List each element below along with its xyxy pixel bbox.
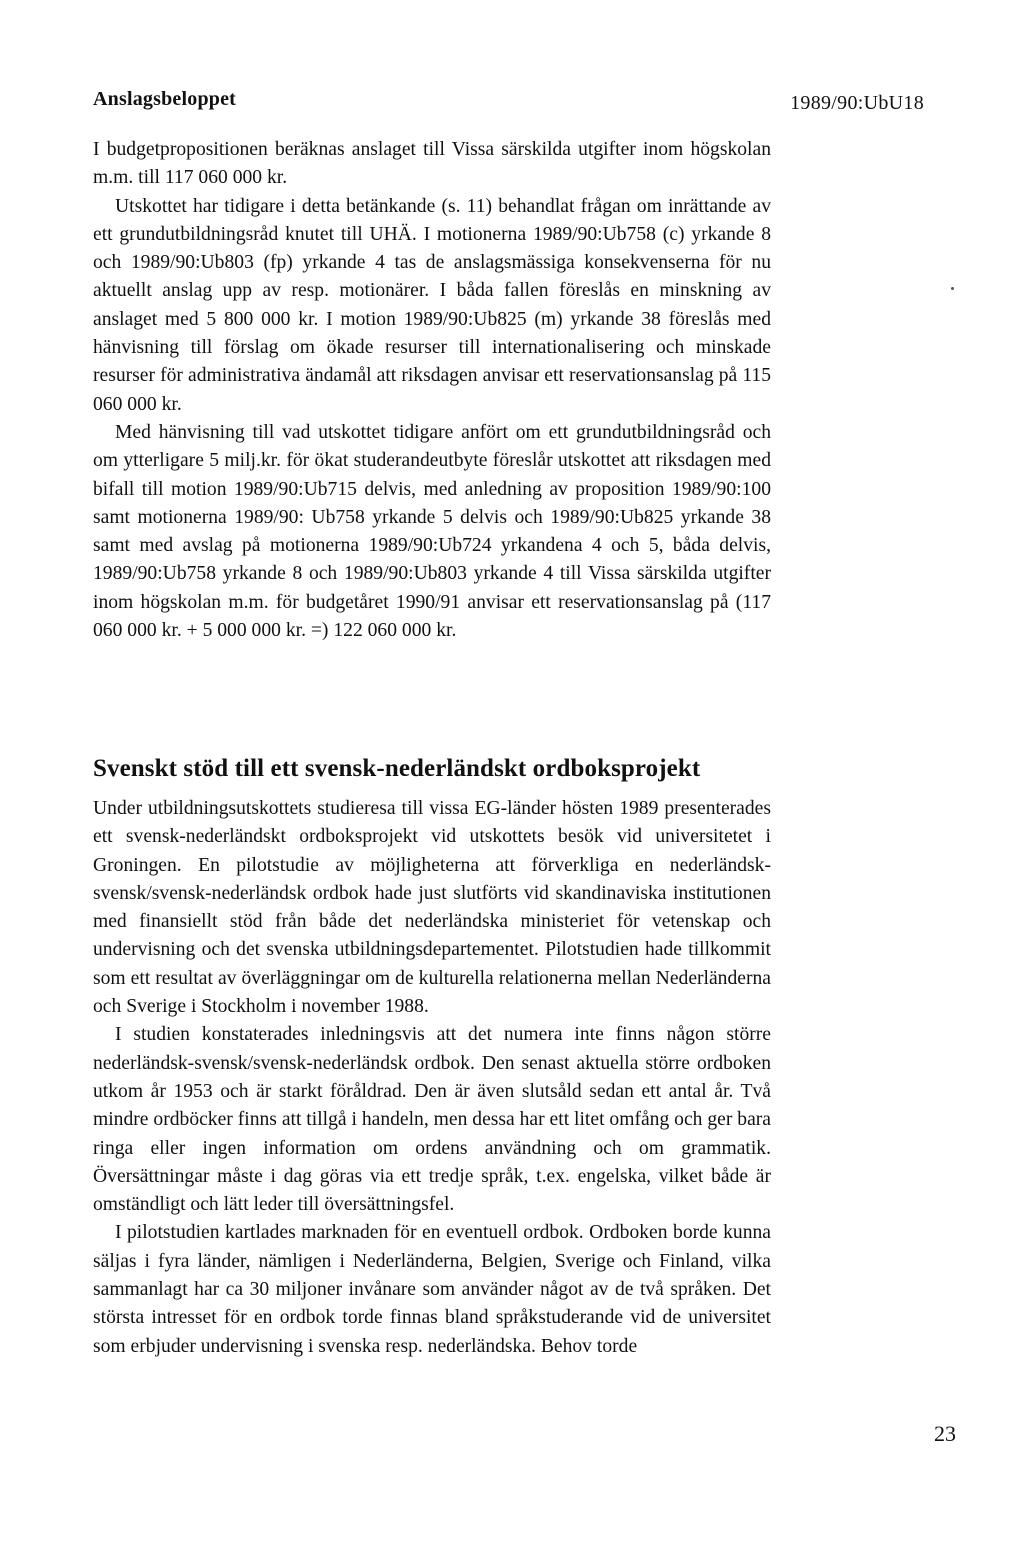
paragraph: I pilotstudien kartlades marknaden för en eventuell ordbok. Ordboken borde kunna säljas i fyra länder, nämligen i Nederländerna, Belgien, Sverige och Finland, vilka sammanlagt har ca 30 miljoner invånare som använder något av de två språken. Det största intresset för en ordbok torde finnas bland språkstuderande vid de universitet som erbjuder undervisning i svenska resp. nederländska. Behov torde <box>93 1222 771 1357</box>
page-number: 23 <box>934 1421 956 1446</box>
document-id: 1989/90:UbU18 <box>790 92 924 114</box>
section-title: Anslagsbeloppet <box>93 88 237 110</box>
section-budget-body <box>93 136 771 645</box>
paragraph: I budgetpropositionen beräknas anslaget till Vissa särskilda utgifter inom högskolan m.m. till 117 060 000 kr. <box>93 139 771 189</box>
section-heading: Svenskt stöd till ett svensk-nederländskt ordboksprojekt <box>93 755 701 782</box>
paragraph: I studien konstaterades inledningsvis att det numera inte finns någon större nederländsk-svensk/svensk-nederländsk ordbok. Den senast aktuella större ordboken utkom år 1953 och är starkt föråldrad. Den är även slutsåld sedan ett antal år. Två mindre ordböcker finns att tillgå i handeln, men dessa har ett litet omfång och ger bara ringa eller ingen information om ordens användning och om grammatik. Översättningar måste i dag göras via ett tredje språk, t.ex. engelska, vilket både är omständligt och lätt leder till översättningsfel. <box>93 1024 771 1216</box>
section-dictionary-body <box>93 795 771 1361</box>
paragraph: Under utbildningsutskottets studieresa till vissa EG-länder hösten 1989 presenterades ett svensk-nederländskt ordboksprojekt vid utskottets besök vid universitetet i Groningen. En pilotstudie av möjligheterna att förverkliga en nederländsk-svensk/svensk-nederländsk ordbok hade just slutförts vid skandinaviska institutionen med finansiellt stöd från både det nederländska ministeriet för vetenskap och undervisning och det svenska utbildningsdepartementet. Pilotstudien hade tillkommit som ett resultat av överläggningar om de kulturella relationerna mellan Nederländerna och Sverige i Stockholm i november 1988. <box>93 798 771 1018</box>
paragraph: Med hänvisning till vad utskottet tidigare anfört om ett grundutbildningsråd och om ytterligare 5 milj.kr. för ökat studerandeutbyte föreslår utskottet att riksdagen med bifall till motion 1989/90:Ub715 delvis, med anledning av proposition 1989/90:100 samt motionerna 1989/90: Ub758 yrkande 5 delvis och 1989/90:Ub825 yrkande 38 samt med avslag på motionerna 1989/90:Ub724 yrkandena 4 och 5, båda delvis, 1989/90:Ub758 yrkande 8 och 1989/90:Ub803 yrkande 4 till Vissa särskilda utgifter inom högskolan m.m. för budgetåret 1990/91 anvisar ett reservationsanslag på (117 060 000 kr. + 5 000 000 kr. =) 122 060 000 kr. <box>93 421 771 642</box>
scan-speck <box>951 287 954 290</box>
paragraph: Utskottet har tidigare i detta betänkande (s. 11) behandlat frågan om inrättande av ett grundutbildningsråd knutet till UHÄ. I motionerna 1989/90:Ub758 (c) yrkande 8 och 1989/90:Ub803 (fp) yrkande 4 tas de anslagsmässiga konsekvenserna för nu aktuellt anslag upp av resp. motionärer. I båda fallen föreslås en minskning av anslaget med 5 800 000 kr. I motion 1989/90:Ub825 (m) yrkande 38 föreslås med hänvisning till förslag om ökade resurser till internationalisering och minskade resurser för administrativa ändamål att riksdagen anvisar ett reservationsanslag på 115 060 000 kr. <box>93 195 771 415</box>
